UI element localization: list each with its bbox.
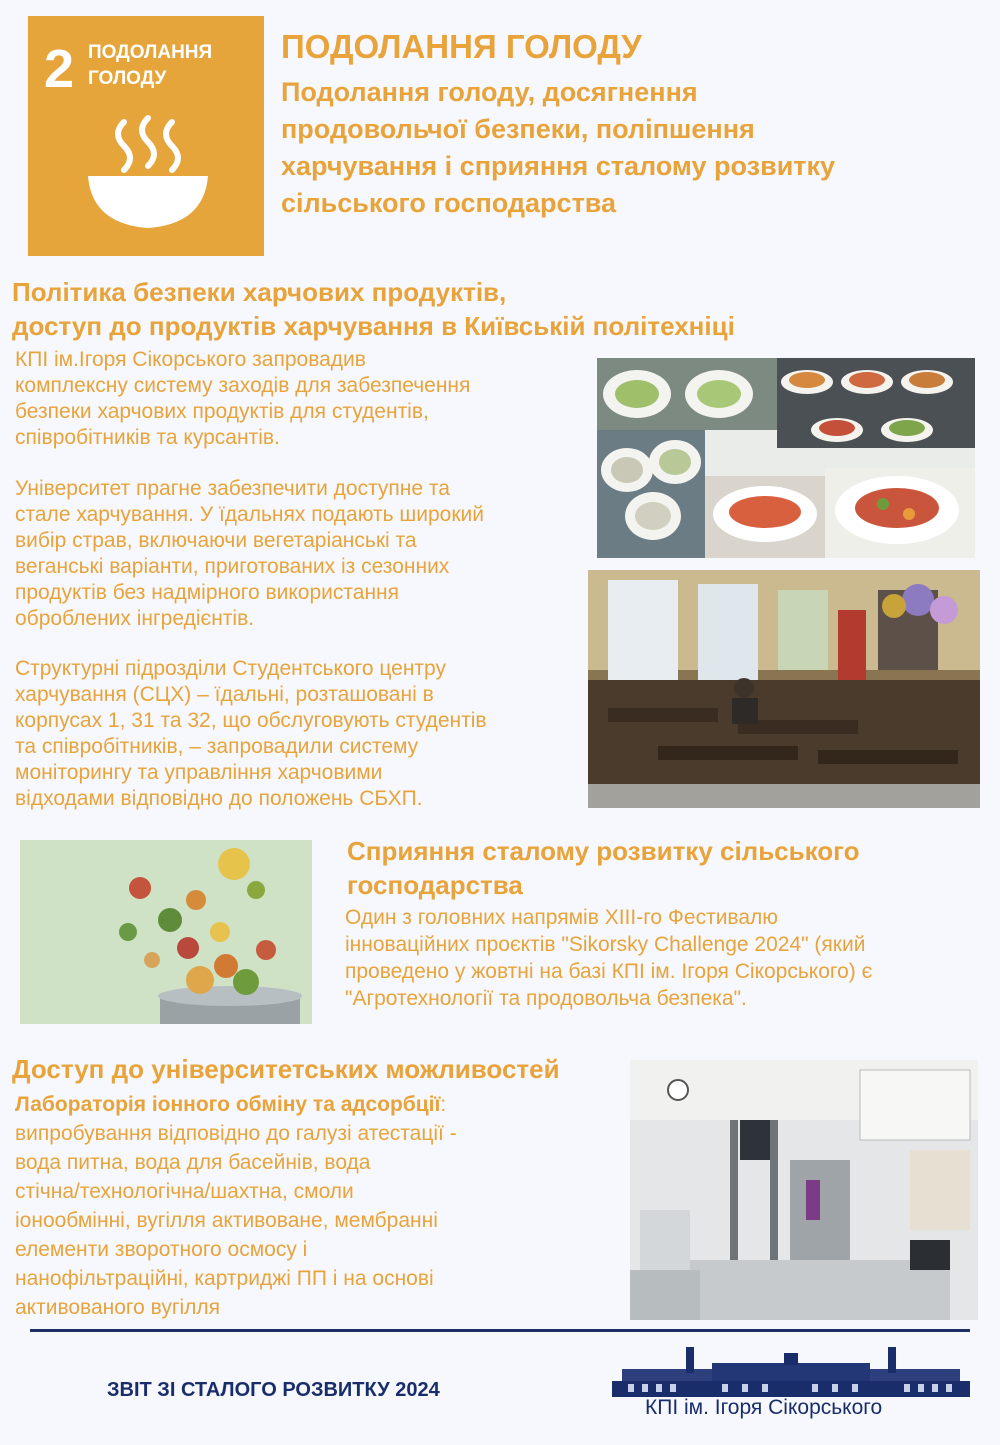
kpi-building-logo — [612, 1343, 970, 1401]
section1-paragraph-1: КПІ ім.Ігоря Сікорського запровадив комплексну систему заходів для забезпечення безпеки харчових продуктів для студентів, співробітників та курсантів. — [15, 348, 471, 449]
bowl-icon — [86, 112, 210, 236]
sdg-tile — [28, 16, 264, 256]
lab-name: Лабораторія іонного обміну та адсорбції — [15, 1093, 441, 1116]
section2-text: Один з головних напрямів XIII-го Фестивалю інноваційних проєктів "Sikorsky Challenge 2024" (який проведено у жовтні на базі КПІ ім. Ігоря Сікорського) є "Агротехнології та продовольча безпека". — [345, 906, 873, 1010]
page-subtitle: Подолання голоду, досягнення продовольчої безпеки, поліпшення харчування і сприяння сталому розвитку сільського господарства — [281, 77, 836, 218]
sdg-name: ПОДОЛАННЯ ГОЛОДУ — [88, 42, 213, 89]
canteen-photo — [588, 570, 980, 808]
footer-report-title: ЗВІТ ЗІ СТАЛОГО РОЗВИТКУ 2024 — [107, 1379, 440, 1401]
vegetable-scraps-photo — [20, 840, 312, 1024]
section3-text: Лабораторія іонного обміну та адсорбції: випробування відповідно до галузі атестації - вода питна, вода для басейнів, вода стічна/технологічна/шахтна, смоли іонообмінні, вугілля активоване, мембранні елементи зворотного осмосу і нанофільтраційні, картриджі ПП і на основі активованого вугілля — [15, 1093, 457, 1319]
laboratory-photo — [630, 1060, 978, 1320]
footer-divider — [30, 1329, 970, 1332]
food-dishes-photo — [597, 358, 975, 558]
section1-paragraph-2: Університет прагне забезпечити доступне та стале харчування. У їдальнях подають широкий вибір страв, включаючи вегетаріанські та веганські варіанти, приготованих із сезонних продуктів без надмірного використання оброблених інгредієнтів. — [15, 477, 484, 630]
page-title: ПОДОЛАННЯ ГОЛОДУ — [281, 28, 642, 65]
section1-heading: Політика безпеки харчових продуктів, доступ до продуктів харчування в Київській політехніці — [12, 277, 735, 341]
section1-paragraph-3: Структурні підрозділи Студентського центру харчування (СЦХ) – їдальні, розташовані в корпусах 1, 31 та 32, що обслуговують студентів та співробітників, – запровадили систему моніторингу та управління харчовими відходами відповідно до положень СБХП. — [15, 657, 487, 810]
sdg-number: 2 — [44, 39, 75, 99]
section2-heading: Сприяння сталому розвитку сільського господарства — [347, 836, 860, 900]
footer-university-name: КПІ ім. Ігоря Сікорського — [645, 1396, 883, 1419]
section3-heading: Доступ до університетських можливостей — [12, 1054, 560, 1084]
